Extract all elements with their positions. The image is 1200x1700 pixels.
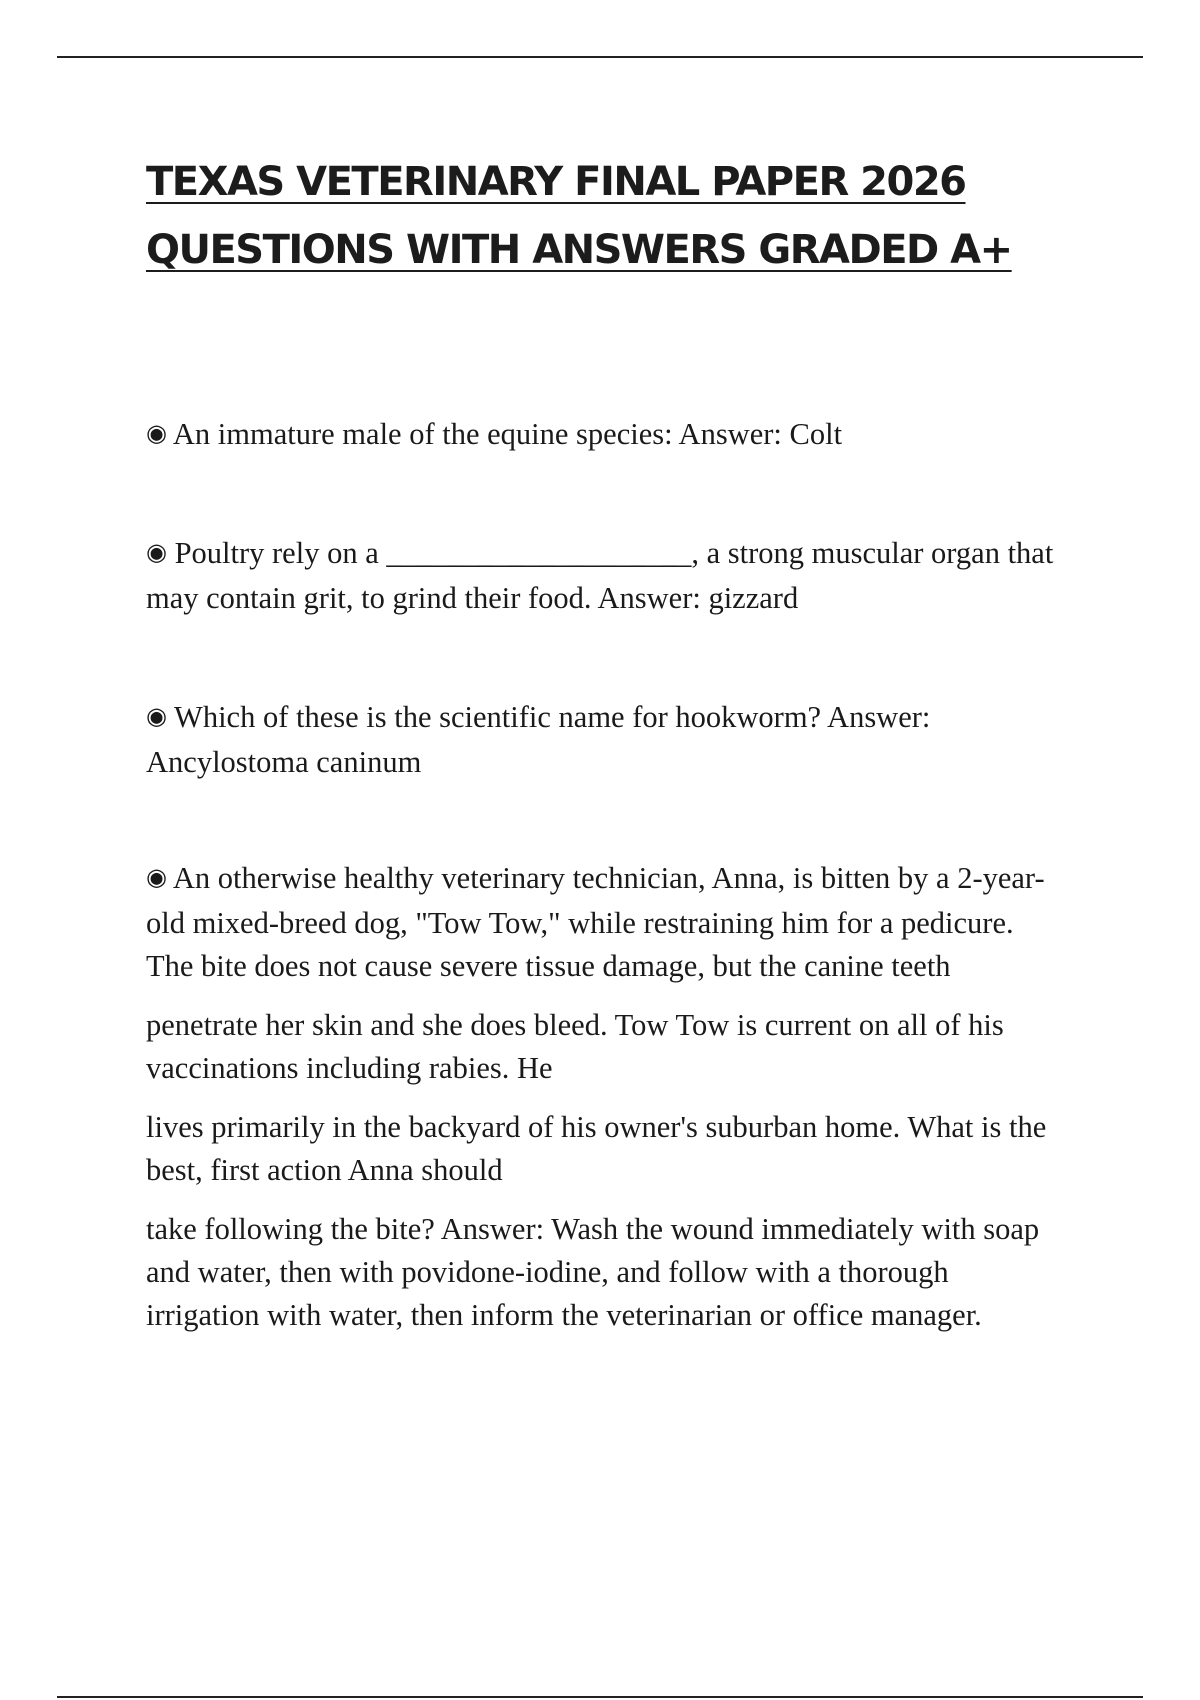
bullet-icon: ◉ — [146, 863, 167, 891]
question-1-text: ◉ An immature male of the equine species: Answer: Colt — [146, 417, 843, 451]
title-line-2: QUESTIONS WITH ANSWERS GRADED A+ — [146, 227, 1012, 273]
question-4-paragraph-2: penetrate her skin and she does bleed. Tow Tow is current on all of his vaccinations including rabies. He — [146, 1008, 1004, 1085]
question-2-text: ◉ Poultry rely on a ____________________, a strong muscular organ that may contain grit, to grind their food. Answer: gizzard — [146, 536, 1054, 615]
question-1 — [146, 413, 1066, 458]
bullet-icon: ◉ — [146, 538, 167, 566]
question-4-paragraph-4: take following the bite? Answer: Wash the wound immediately with soap and water, then with povidone-iodine, and follow with a thorough irrigation with water, then inform the veterinarian or office manager. — [146, 1212, 1040, 1332]
question-4 — [146, 857, 1066, 1337]
top-rule — [57, 56, 1143, 58]
question-4-paragraph-3: lives primarily in the backyard of his owner's suburban home. What is the best, first action Anna should — [146, 1110, 1047, 1187]
bottom-rule — [57, 1696, 1143, 1698]
document-title — [146, 148, 1066, 284]
bullet-icon: ◉ — [146, 419, 167, 447]
question-4-paragraph-1: ◉ An otherwise healthy veterinary technician, Anna, is bitten by a 2-year-old mixed-breed dog, "Tow Tow," while restraining him for a pedicure. The bite does not cause severe tissue damage, but the canine teeth — [146, 861, 1045, 983]
bullet-icon: ◉ — [146, 702, 167, 730]
title-line-1: TEXAS VETERINARY FINAL PAPER 2026 — [146, 159, 966, 205]
question-2 — [146, 532, 1066, 620]
question-3 — [146, 696, 1066, 784]
question-3-text: ◉ Which of these is the scientific name for hookworm? Answer: Ancylostoma caninum — [146, 700, 931, 779]
